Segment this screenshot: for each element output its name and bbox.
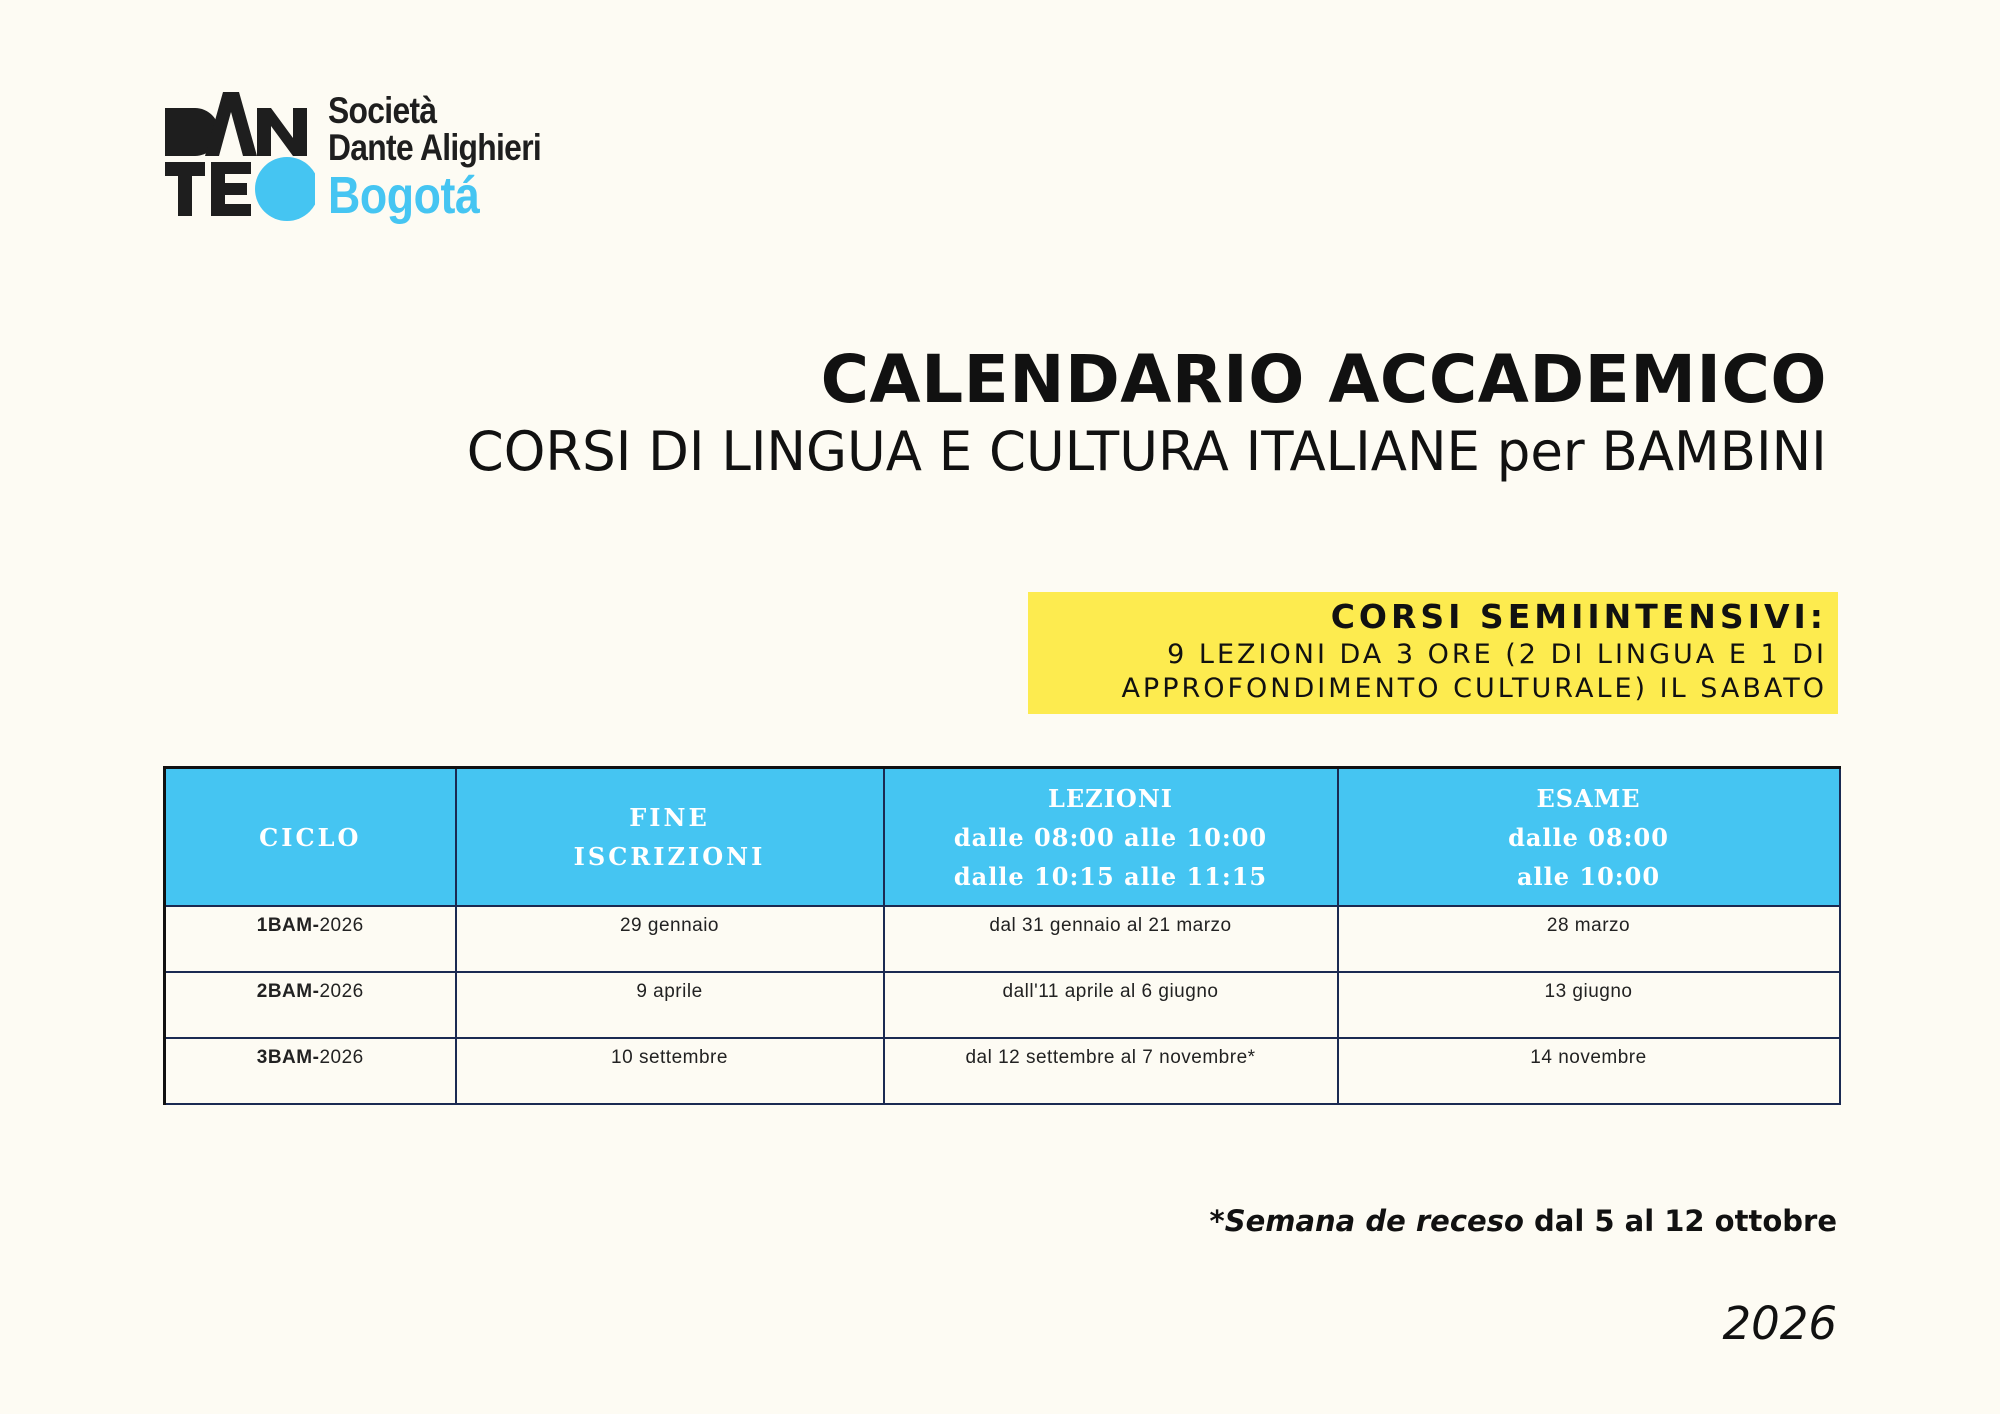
table-header-row bbox=[165, 768, 1840, 907]
cycle-code: 1BAM- bbox=[256, 915, 320, 936]
header-esame-time-2: alle 10:00 bbox=[1516, 861, 1661, 891]
header-ciclo bbox=[165, 768, 456, 907]
cell-esame: 13 giugno bbox=[1338, 972, 1840, 1038]
logo-line-societa: Società bbox=[328, 90, 437, 131]
cell-fine-iscrizioni: 29 gennaio bbox=[456, 906, 884, 972]
cycle-code: 2BAM- bbox=[256, 981, 320, 1002]
recess-footnote bbox=[1210, 1204, 1837, 1238]
cell-esame: 28 marzo bbox=[1338, 906, 1840, 972]
society-logo bbox=[165, 92, 585, 232]
cell-lezioni: dal 31 gennaio al 21 marzo bbox=[884, 906, 1338, 972]
page-title: CALENDARIO ACCADEMICO bbox=[820, 341, 1827, 418]
cell-ciclo bbox=[165, 972, 456, 1038]
header-esame-time-1: dalle 08:00 bbox=[1508, 822, 1669, 852]
header-lezioni-time-1: dalle 08:00 alle 10:00 bbox=[953, 822, 1268, 852]
page-subtitle: CORSI DI LINGUA E CULTURA ITALIANE per BAMBINI bbox=[466, 420, 1827, 483]
cycle-year: 2026 bbox=[319, 915, 364, 936]
course-description-line-1: 9 LEZIONI DA 3 ORE (2 DI LINGUA E 1 DI bbox=[1167, 639, 1827, 670]
table-row bbox=[165, 906, 1840, 972]
cycle-year: 2026 bbox=[319, 981, 364, 1002]
page-title-block bbox=[439, 340, 1827, 484]
course-description-line-2: APPROFONDIMENTO CULTURALE) IL SABATO bbox=[1121, 673, 1827, 704]
header-lezioni-time-2: dalle 10:15 alle 11:15 bbox=[953, 861, 1268, 891]
table-row bbox=[165, 972, 1840, 1038]
table-row bbox=[165, 1038, 1840, 1104]
logo-wordmark bbox=[328, 92, 576, 226]
cycle-code: 3BAM- bbox=[256, 1047, 320, 1068]
footnote-dates: dal 5 al 12 ottobre bbox=[1523, 1204, 1837, 1238]
header-lezioni-label: LEZIONI bbox=[1048, 783, 1173, 813]
header-lezioni bbox=[884, 768, 1338, 907]
header-ciclo-label: CICLO bbox=[259, 822, 362, 852]
schedule-table bbox=[163, 766, 1841, 1105]
cell-lezioni: dall'11 aprile al 6 giugno bbox=[884, 972, 1338, 1038]
header-fine-line-2: ISCRIZIONI bbox=[573, 842, 766, 871]
cell-fine-iscrizioni: 10 settembre bbox=[456, 1038, 884, 1104]
cell-esame: 14 novembre bbox=[1338, 1038, 1840, 1104]
logo-city: Bogotá bbox=[328, 167, 480, 225]
footnote-star: * bbox=[1209, 1204, 1225, 1238]
header-fine-line-1: FINE bbox=[629, 803, 710, 832]
cell-ciclo bbox=[165, 1038, 456, 1104]
header-esame bbox=[1338, 768, 1840, 907]
cell-lezioni: dal 12 settembre al 7 novembre* bbox=[884, 1038, 1338, 1104]
logo-line-dante: Dante Alighieri bbox=[328, 127, 542, 168]
course-type-box bbox=[1028, 592, 1838, 714]
course-type-title: CORSI SEMIINTENSIVI: bbox=[1330, 597, 1827, 636]
calendar-year: 2026 bbox=[1722, 1297, 1837, 1350]
footnote-italic: Semana de receso bbox=[1224, 1204, 1524, 1238]
cell-fine-iscrizioni: 9 aprile bbox=[456, 972, 884, 1038]
cycle-year: 2026 bbox=[319, 1047, 364, 1068]
header-fine-iscrizioni bbox=[456, 768, 884, 907]
dante-logo-mark bbox=[165, 92, 315, 226]
header-esame-label: ESAME bbox=[1536, 783, 1641, 813]
cell-ciclo bbox=[165, 906, 456, 972]
